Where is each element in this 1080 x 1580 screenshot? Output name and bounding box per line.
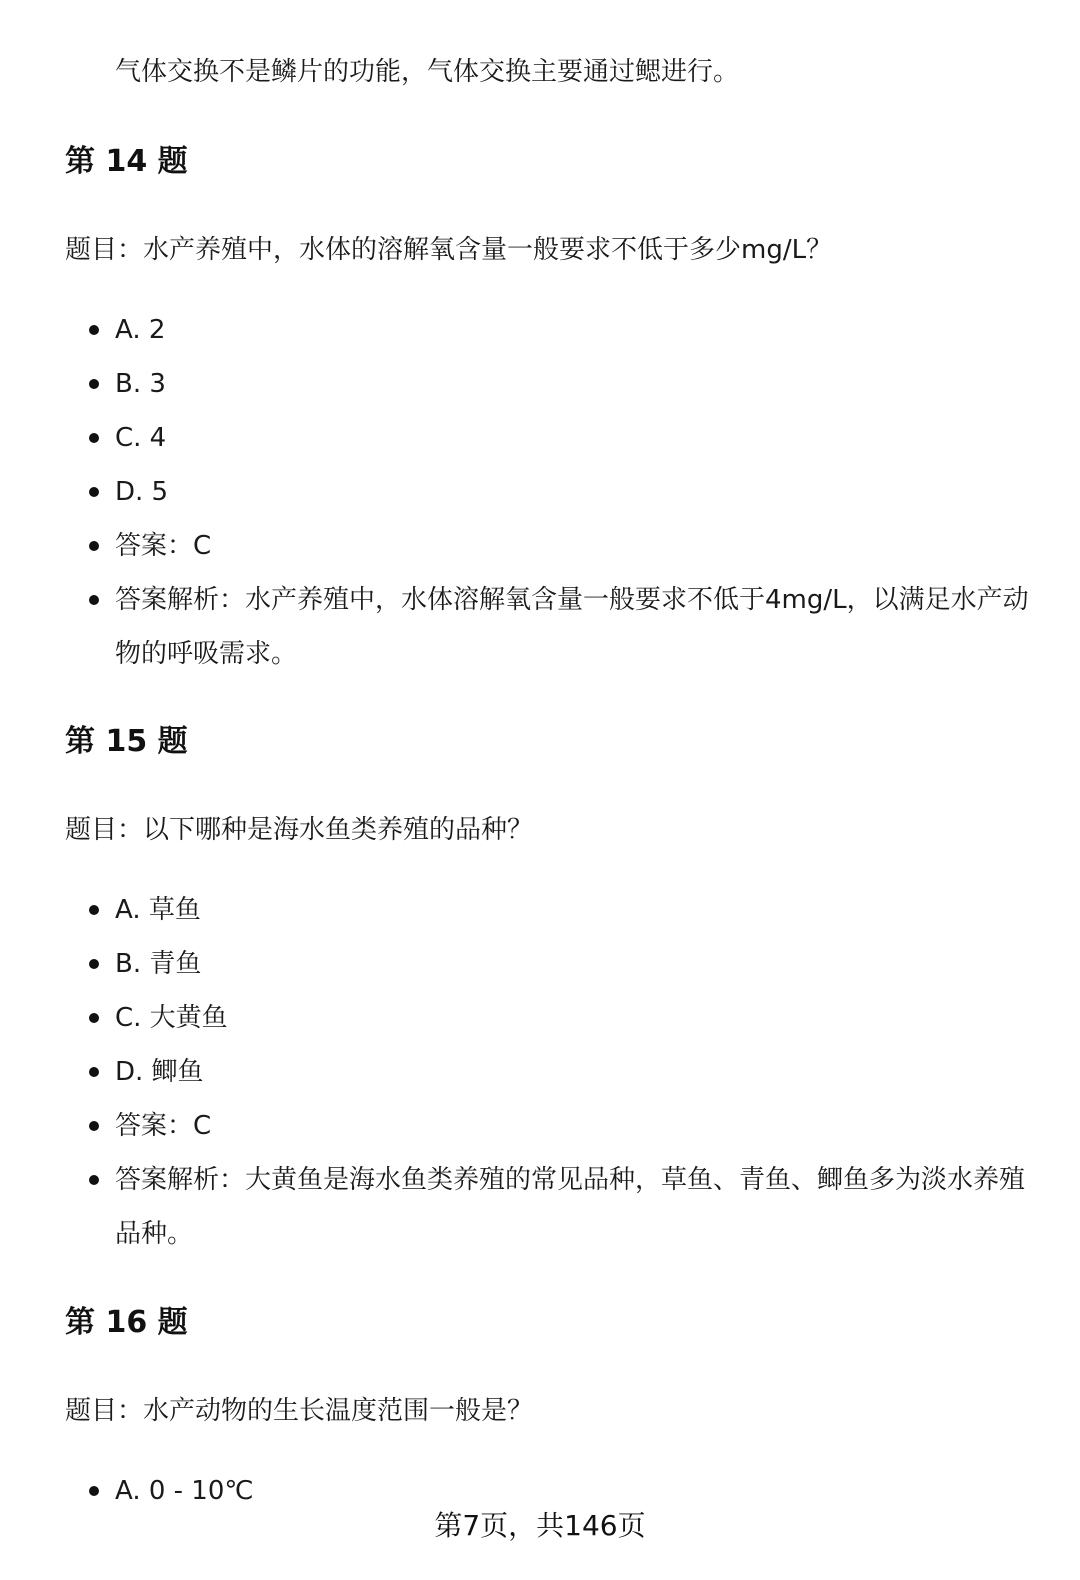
bullet-icon	[89, 433, 99, 443]
question-stem: 题目：水产养殖中，水体的溶解氧含量一般要求不低于多少mg/L？	[65, 235, 833, 265]
option-list	[65, 303, 1040, 681]
bullet-icon	[89, 325, 99, 335]
bullet-icon	[89, 1013, 99, 1023]
bullet-icon	[89, 1486, 99, 1496]
option-item: B. 3	[65, 357, 1040, 411]
bullet-icon	[89, 1067, 99, 1077]
bullet-icon	[89, 1175, 99, 1185]
question-block-15	[65, 722, 1040, 1249]
page-footer: 第7页，共146页	[434, 1509, 646, 1542]
question-title: 第 14 题	[65, 144, 188, 179]
answer-item: 答案：C	[65, 1099, 1040, 1153]
question-title: 第 16 题	[65, 1305, 188, 1340]
option-item: A. 0 - 10℃	[65, 1464, 1040, 1518]
option-item: A. 2	[65, 303, 1040, 357]
answer-item: 答案：C	[65, 519, 1040, 573]
question-block-16	[65, 1303, 1040, 1506]
bullet-icon	[89, 487, 99, 497]
option-item: A. 草鱼	[65, 883, 1040, 937]
bullet-icon	[89, 541, 99, 551]
analysis-item: 答案解析：大黄鱼是海水鱼类养殖的常见品种，草鱼、青鱼、鲫鱼多为淡水养殖品种。	[65, 1153, 1040, 1261]
bullet-icon	[89, 595, 99, 605]
bullet-icon	[89, 379, 99, 389]
question-stem: 题目：水产动物的生长温度范围一般是？	[65, 1396, 534, 1426]
option-item: C. 大黄鱼	[65, 991, 1040, 1045]
bullet-icon	[89, 959, 99, 969]
question-title: 第 15 题	[65, 724, 188, 759]
bullet-icon	[89, 1121, 99, 1131]
bullet-icon	[89, 905, 99, 915]
option-list	[65, 883, 1040, 1261]
option-item: C. 4	[65, 411, 1040, 465]
continued-analysis-text: 气体交换不是鳞片的功能，气体交换主要通过鳃进行。	[115, 57, 740, 87]
option-item: D. 鲫鱼	[65, 1045, 1040, 1099]
analysis-item: 答案解析：水产养殖中，水体溶解氧含量一般要求不低于4mg/L，以满足水产动物的呼吸需求。	[65, 573, 1040, 681]
question-block-14	[65, 142, 1040, 669]
question-stem: 题目：以下哪种是海水鱼类养殖的品种？	[65, 815, 534, 845]
option-item: B. 青鱼	[65, 937, 1040, 991]
option-item: D. 5	[65, 465, 1040, 519]
